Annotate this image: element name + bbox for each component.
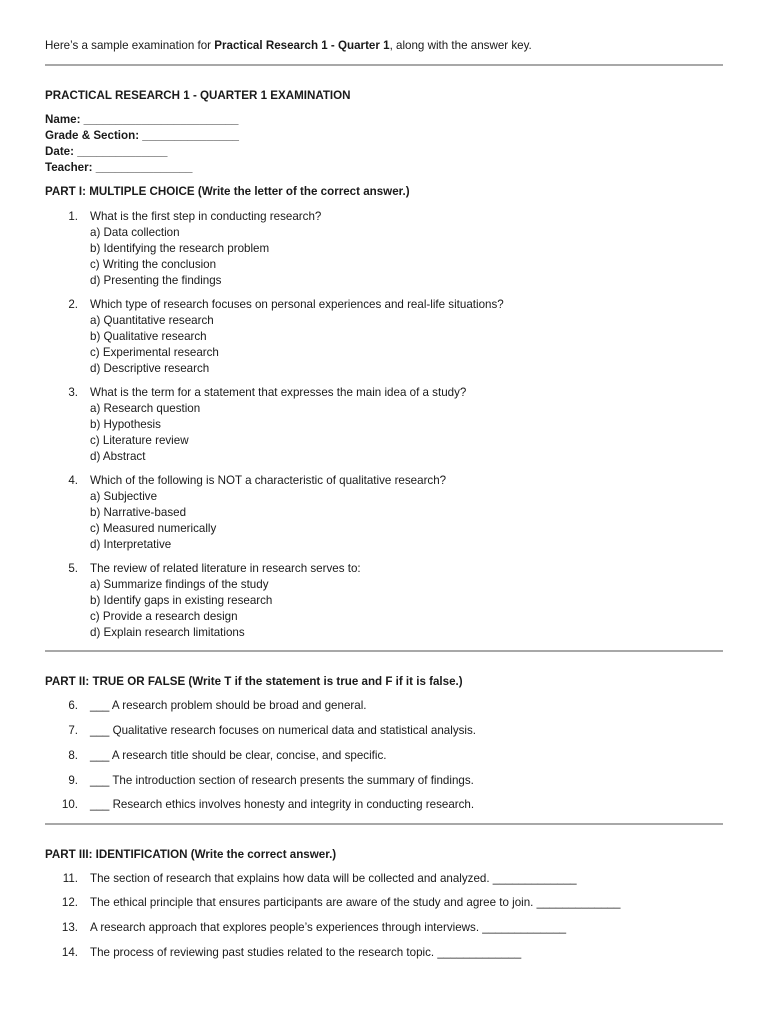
answer-option: a) Summarize findings of the study bbox=[90, 578, 269, 591]
teacher-field: Teacher: _______________ bbox=[45, 161, 193, 174]
item-number: 6. bbox=[68, 699, 78, 712]
answer-option: d) Abstract bbox=[90, 450, 146, 463]
answer-option: d) Presenting the findings bbox=[90, 274, 222, 287]
item-text: The section of research that explains how data will be collected and analyzed. _____________ bbox=[90, 872, 577, 885]
answer-option: c) Literature review bbox=[90, 434, 189, 447]
part2-heading: PART II: TRUE OR FALSE (Write T if the statement is true and F if it is false.) bbox=[45, 675, 463, 688]
answer-option: b) Narrative-based bbox=[90, 506, 187, 519]
question-text: What is the first step in conducting research? bbox=[90, 210, 322, 223]
question-number: 4. bbox=[68, 474, 78, 487]
grade-section-field: Grade & Section: _______________ bbox=[45, 129, 239, 142]
question-text: Which type of research focuses on personal experiences and real-life situations? bbox=[90, 298, 504, 311]
part3-heading: PART III: IDENTIFICATION (Write the correct answer.) bbox=[45, 848, 337, 861]
answer-option: c) Writing the conclusion bbox=[90, 258, 217, 271]
part1-heading: PART I: MULTIPLE CHOICE (Write the letter of the correct answer.) bbox=[45, 185, 410, 198]
question-number: 1. bbox=[68, 210, 78, 223]
answer-option: b) Hypothesis bbox=[90, 418, 161, 431]
item-number: 14. bbox=[61, 946, 78, 959]
question-number: 2. bbox=[68, 298, 78, 311]
answer-option: c) Measured numerically bbox=[90, 522, 217, 535]
item-text: ___ The introduction section of research presents the summary of findings. bbox=[90, 774, 474, 787]
item-text: A research approach that explores people’s experiences through interviews. _____________ bbox=[90, 921, 567, 934]
answer-option: b) Identify gaps in existing research bbox=[90, 594, 273, 607]
item-number: 7. bbox=[68, 724, 78, 737]
item-text: The process of reviewing past studies related to the research topic. _____________ bbox=[90, 946, 522, 959]
question-text: What is the term for a statement that expresses the main idea of a study? bbox=[90, 386, 467, 399]
intro-course: Practical Research 1 - Quarter 1 bbox=[214, 39, 390, 52]
section-divider bbox=[45, 650, 723, 652]
item-number: 8. bbox=[68, 749, 78, 762]
answer-option: d) Explain research limitations bbox=[90, 626, 245, 639]
exam-title: PRACTICAL RESEARCH 1 - QUARTER 1 EXAMINATION bbox=[45, 89, 351, 102]
question-number: 3. bbox=[68, 386, 78, 399]
item-number: 9. bbox=[68, 774, 78, 787]
answer-option: a) Subjective bbox=[90, 490, 158, 503]
answer-option: b) Identifying the research problem bbox=[90, 242, 270, 255]
item-text: ___ A research title should be clear, concise, and specific. bbox=[90, 749, 387, 762]
item-number: 13. bbox=[61, 921, 78, 934]
intro-paragraph bbox=[45, 39, 532, 52]
question-text: The review of related literature in research serves to: bbox=[90, 562, 361, 575]
intro-prefix: Here’s a sample examination for bbox=[45, 39, 215, 52]
answer-option: c) Experimental research bbox=[90, 346, 219, 359]
answer-option: c) Provide a research design bbox=[90, 610, 238, 623]
date-field: Date: ______________ bbox=[45, 145, 168, 158]
name-field: Name: ________________________ bbox=[45, 113, 239, 126]
answer-option: b) Qualitative research bbox=[90, 330, 207, 343]
section-divider bbox=[45, 64, 723, 66]
answer-option: a) Research question bbox=[90, 402, 201, 415]
answer-option: a) Data collection bbox=[90, 226, 180, 239]
item-number: 11. bbox=[62, 872, 78, 885]
answer-option: d) Interpretative bbox=[90, 538, 172, 551]
answer-option: d) Descriptive research bbox=[90, 362, 210, 375]
answer-option: a) Quantitative research bbox=[90, 314, 214, 327]
item-text: ___ A research problem should be broad and general. bbox=[90, 699, 367, 712]
question-text: Which of the following is NOT a characteristic of qualitative research? bbox=[90, 474, 447, 487]
item-number: 12. bbox=[61, 896, 78, 909]
section-divider bbox=[45, 823, 723, 825]
question-number: 5. bbox=[68, 562, 78, 575]
item-text: The ethical principle that ensures participants are aware of the study and agree to join. _____________ bbox=[90, 896, 621, 909]
item-number: 10. bbox=[61, 798, 78, 811]
item-text: ___ Research ethics involves honesty and integrity in conducting research. bbox=[90, 798, 475, 811]
intro-suffix: , along with the answer key. bbox=[389, 39, 532, 52]
item-text: ___ Qualitative research focuses on numerical data and statistical analysis. bbox=[90, 724, 477, 737]
